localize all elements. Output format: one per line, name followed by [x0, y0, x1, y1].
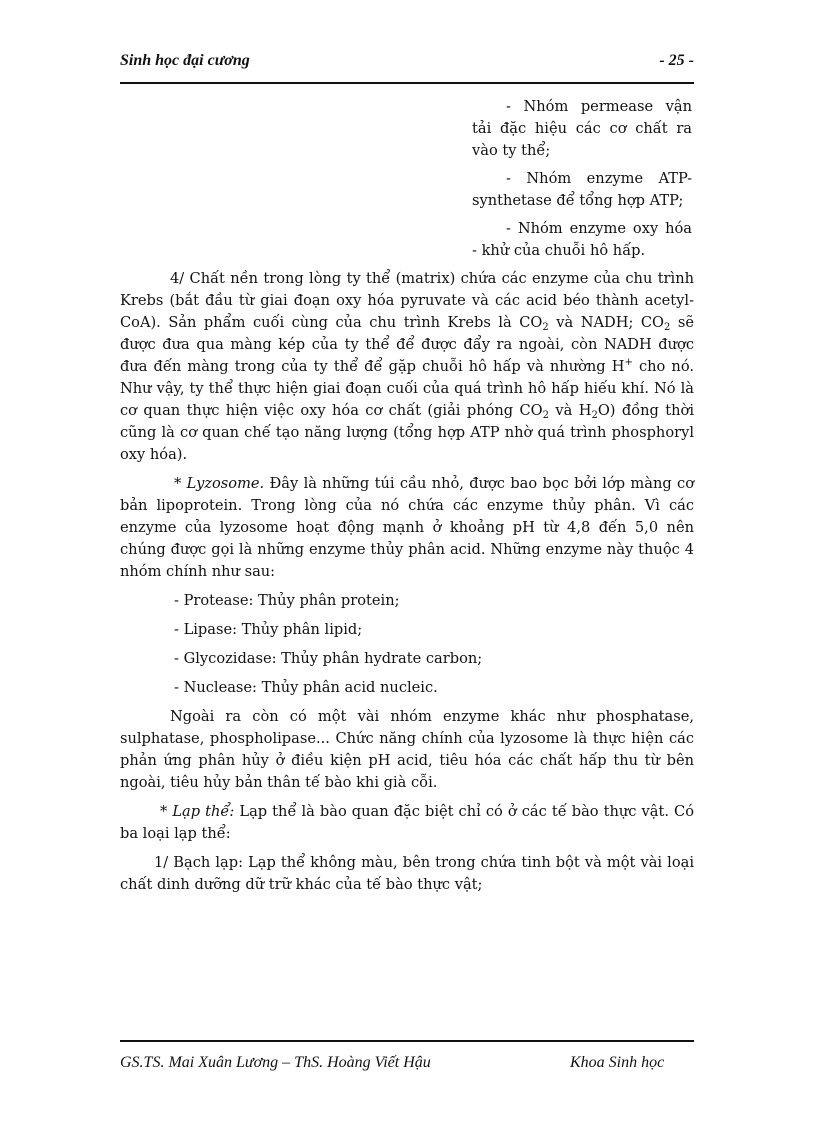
mitochondria-enzyme-groups [472, 96, 692, 262]
footer-department: Khoa Sinh học [570, 1054, 665, 1071]
enzyme-list [120, 590, 694, 699]
book-title: Sinh học đại cương [120, 52, 250, 69]
list-item: - Nhóm permease vận tải đặc hiệu các cơ chất ra vào ty thể; [472, 98, 692, 159]
list-item: - Glycozidase: Thủy phân hydrate carbon; [174, 650, 483, 667]
plastid-paragraph: * Lạp thể: Lạp thể là bào quan đặc biệt chỉ có ở các tế bào thực vật. Có ba loại lạp thể: [120, 803, 694, 842]
lyzosome-term: Lyzosome. [186, 475, 265, 492]
list-item: - Nhóm enzyme ATP-synthetase để tổng hợp ATP; [472, 170, 692, 209]
footer-rule [120, 1040, 694, 1042]
leucoplast-paragraph: 1/ Bạch lạp: Lạp thể không màu, bên trong chứa tinh bột và một vài loại chất dinh dưỡng dữ trữ khác của tế bào thực vật; [120, 854, 694, 893]
footer-authors: GS.TS. Mai Xuân Lương – ThS. Hoàng Viết Hậu [120, 1054, 431, 1071]
other-enzymes-paragraph: Ngoài ra còn có một vài nhóm enzyme khác như phosphatase, sulphatase, phospholipase... Chức năng chính của lyzosome là thực hiện các phản ứng phân hủy ở điều kiện pH acid, tiêu hóa các chất hấp thu từ bên ngoài, tiêu hủy bản thân tế bào khi già cỗi. [120, 708, 694, 791]
plastid-term: Lạp thể: [172, 803, 235, 820]
page-number: - 25 - [659, 52, 694, 69]
list-item: - Nuclease: Thủy phân acid nucleic. [174, 679, 438, 696]
page-body [120, 96, 694, 903]
list-item: - Protease: Thủy phân protein; [174, 592, 400, 609]
list-item: - Nhóm enzyme oxy hóa - khử của chuỗi hô hấp. [472, 220, 692, 259]
header-rule [120, 82, 694, 84]
list-item: - Lipase: Thủy phân lipid; [174, 621, 363, 638]
matrix-paragraph: 4/ Chất nền trong lòng ty thể (matrix) chứa các enzyme của chu trình Krebs (bắt đầu từ giai đoạn oxy hóa pyruvate và các acid béo thành acetyl-CoA). Sản phẩm cuối cùng của chu trình Krebs là $CO_2$ và NADH; $CO_2$ sẽ được đưa qua màng kép của ty thể để được đẩy ra ngoài, còn NADH được đưa đến màng trong của ty thể để gặp chuỗi hô hấp và nhường H+ cho nó. Như vậy, ty thể thực hiện giai đoạn cuối của quá trình hô hấp hiếu khí. Nó là cơ quan thực hiện việc oxy hóa cơ chất (giải phóng $CO_2$ và $H_2O$) đồng thời cũng là cơ quan chế tạo năng lượng (tổng hợp ATP nhờ quá trình phosphoryl oxy hóa). [120, 270, 695, 463]
page-header [120, 52, 694, 74]
lyzosome-paragraph: * Lyzosome. Đây là những túi cầu nhỏ, được bao bọc bởi lớp màng cơ bản lipoprotein. Trong lòng của nó chứa các enzyme thủy phân. Vì các enzyme của lyzosome hoạt động mạnh ở khoảng pH từ 4,8 đến 5,0 nên chúng được gọi là những enzyme thủy phân acid. Những enzyme này thuộc 4 nhóm chính như sau: [120, 475, 694, 580]
